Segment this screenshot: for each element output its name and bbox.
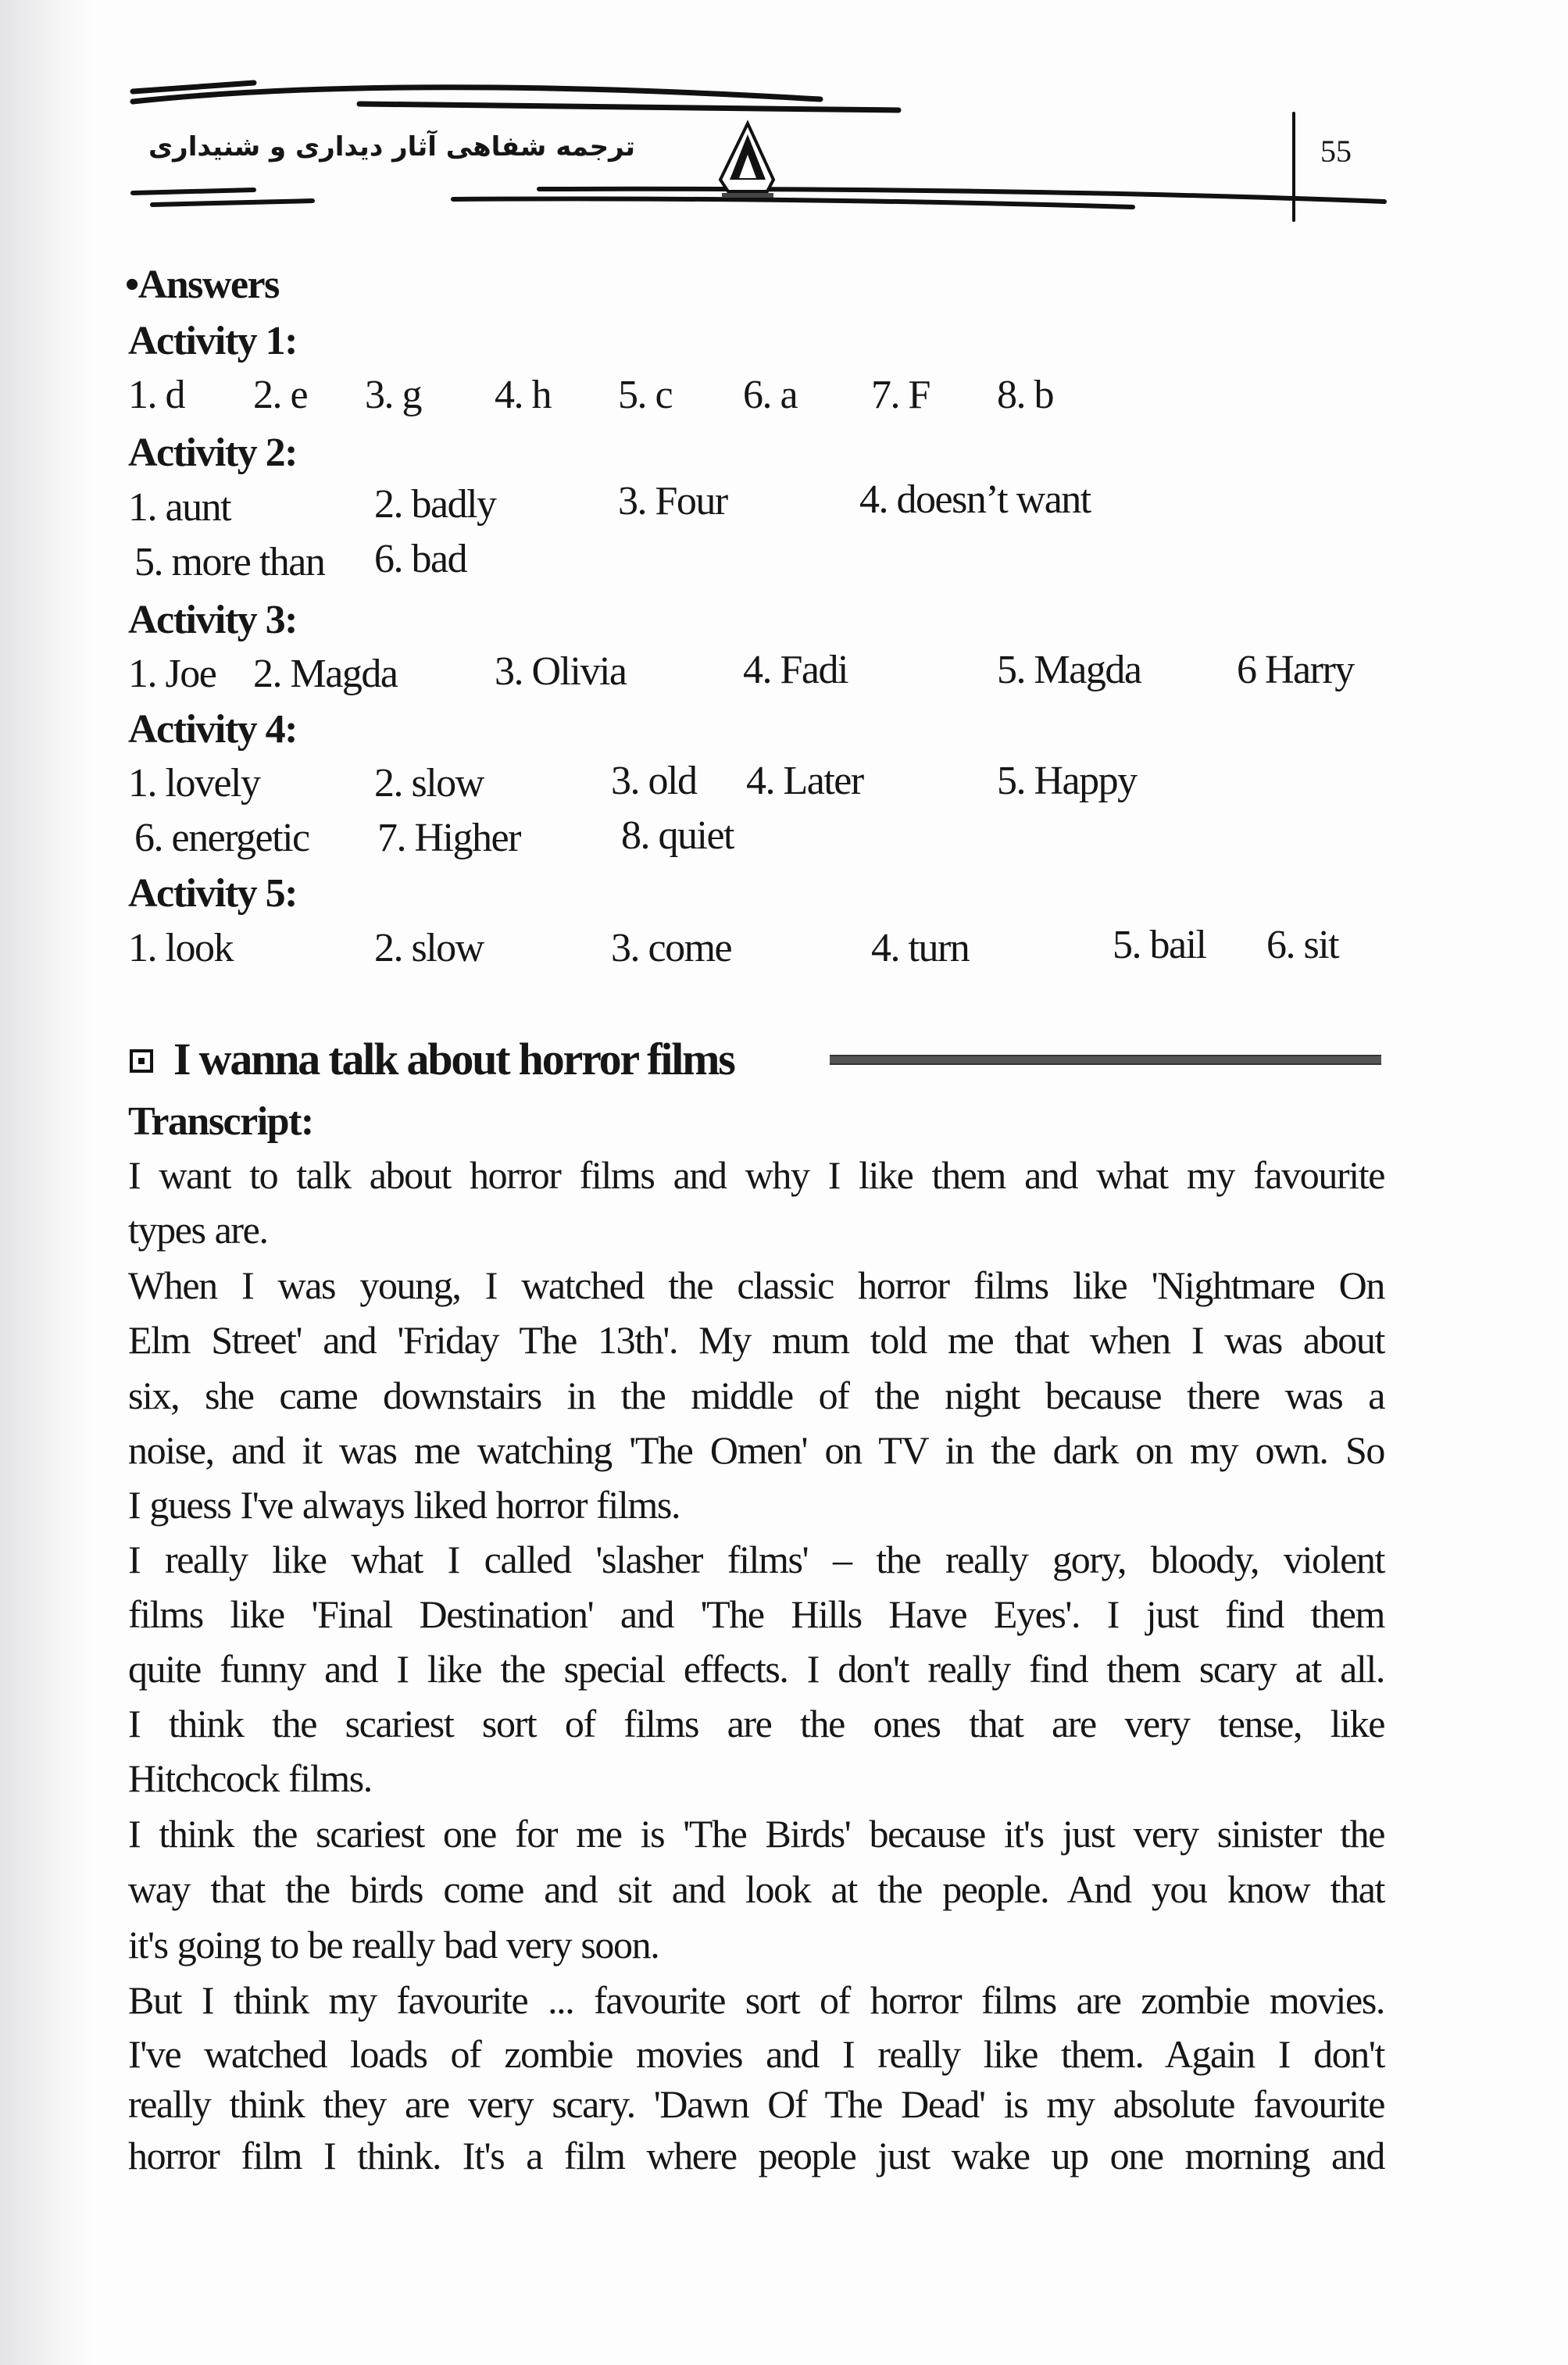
activity-3-label: Activity 3: xyxy=(128,598,297,642)
transcript-line: I want to talk about horror films and why I like them and what my favourite xyxy=(128,1153,1384,1197)
answer: 1. lovely xyxy=(128,761,260,806)
transcript-line: I really like what I called 'slasher films' – the really gory, bloody, violent xyxy=(128,1538,1384,1581)
section-rule xyxy=(830,1055,1381,1065)
transcript-line: I think the scariest one for me is 'The Birds' because it's just very sinister the xyxy=(128,1812,1384,1856)
transcript-line: But I think my favourite ... favourite sort of horror films are zombie movies. xyxy=(128,1978,1384,2022)
answer: 6 Harry xyxy=(1237,648,1354,692)
activity-4-label: Activity 4: xyxy=(128,707,297,752)
answer: 2. badly xyxy=(374,482,496,527)
section-title: I wanna talk about horror films xyxy=(173,1034,734,1084)
answer: 4. doesn’t want xyxy=(859,477,1091,522)
answer: 1. Joe xyxy=(128,652,216,696)
answer: 7. F xyxy=(871,373,930,417)
answer: 7. Higher xyxy=(377,816,520,860)
answer: 4. turn xyxy=(871,926,970,970)
transcript-line: really think they are very scary. 'Dawn Of The Dead' is my absolute favourite xyxy=(128,2082,1384,2126)
transcript-line: it's going to be really bad very soon. xyxy=(128,1923,659,1967)
answer: 5. Happy xyxy=(997,759,1137,803)
section-square-icon xyxy=(130,1049,153,1073)
answer: 2. e xyxy=(253,373,308,417)
answer: 6. bad xyxy=(374,537,467,581)
transcript-line: horror film I think. It's a film where people just wake up one morning and xyxy=(128,2134,1384,2177)
activity-2-label: Activity 2: xyxy=(128,430,297,475)
activity-1-label: Activity 1: xyxy=(128,319,297,363)
answer: 5. Magda xyxy=(997,648,1141,692)
answer: 8. quiet xyxy=(621,813,734,858)
page-edge-shadow xyxy=(0,0,94,2365)
running-header-title: ترجمه شفاهی آثار دیداری و شنیداری xyxy=(148,131,636,163)
transcript-line: Elm Street' and 'Friday The 13th'. My mum told me that when I was about xyxy=(128,1318,1384,1362)
answer: 1. look xyxy=(128,926,233,970)
answer: 3. Four xyxy=(618,479,727,523)
transcript-line: types are. xyxy=(128,1208,268,1252)
answer: 5. more than xyxy=(134,540,325,584)
answer: 4. h xyxy=(495,373,551,417)
answer: 2. Magda xyxy=(253,652,398,696)
transcript-line: I guess I've always liked horror films. xyxy=(128,1483,680,1527)
answer: 3. g xyxy=(365,373,421,417)
answer: 6. a xyxy=(743,373,798,417)
answer: 1. aunt xyxy=(128,485,231,530)
transcript-line: I've watched loads of zombie movies and I really like them. Again I don't xyxy=(128,2032,1384,2076)
answer: 3. old xyxy=(611,759,697,803)
transcript-line: way that the birds come and sit and look at the people. And you know that xyxy=(128,1867,1384,1911)
answer: 8. b xyxy=(997,373,1053,417)
answer: 4. Fadi xyxy=(743,648,848,692)
answer: 3. come xyxy=(611,926,732,970)
answer: 1. d xyxy=(128,373,184,417)
transcript-line: noise, and it was me watching 'The Omen' on TV in the dark on my own. So xyxy=(128,1428,1384,1472)
answer: 2. slow xyxy=(374,761,484,806)
transcript-line: Hitchcock films. xyxy=(128,1756,372,1800)
transcript-label: Transcript: xyxy=(128,1099,313,1144)
answer: 2. slow xyxy=(374,926,484,970)
transcript-line: six, she came downstairs in the middle of the night because there was a xyxy=(128,1374,1384,1417)
answer: 6. sit xyxy=(1266,923,1339,967)
transcript-line: I think the scariest sort of films are the ones that are very tense, like xyxy=(128,1702,1384,1745)
answer: 5. bail xyxy=(1113,923,1206,967)
transcript-line: When I was young, I watched the classic horror films like 'Nightmare On xyxy=(128,1263,1384,1307)
publisher-logo xyxy=(711,117,785,203)
answer: 6. energetic xyxy=(134,816,309,860)
transcript-line: quite funny and I like the special effects. I don't really find them scary at all. xyxy=(128,1647,1384,1691)
activity-5-label: Activity 5: xyxy=(128,871,297,916)
transcript-line: films like 'Final Destination' and 'The Hills Have Eyes'. I just find them xyxy=(128,1592,1384,1636)
page-number: 55 xyxy=(1320,134,1352,169)
answers-heading: •Answers xyxy=(125,263,279,307)
answer: 4. Later xyxy=(746,759,863,803)
answer: 5. c xyxy=(618,373,673,417)
answer: 3. Olivia xyxy=(495,649,627,694)
